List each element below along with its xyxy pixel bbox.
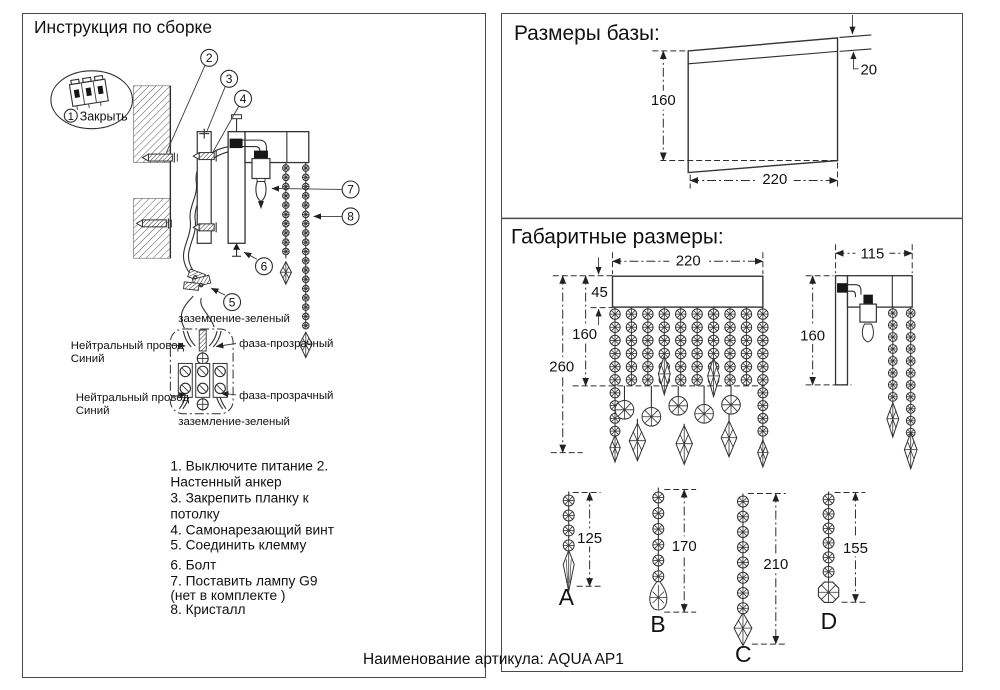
mounting-plate-drawing bbox=[193, 129, 216, 244]
step-line: 1. Выключите питание 2. bbox=[170, 458, 329, 474]
front-view-drawing bbox=[547, 251, 768, 467]
dim-strand-d: 155 bbox=[843, 539, 868, 557]
detail-close-label: Закрыть bbox=[79, 109, 128, 124]
svg-text:7: 7 bbox=[347, 182, 354, 197]
step-line: 5. Соединить клемму bbox=[170, 537, 307, 553]
svg-text:220: 220 bbox=[675, 252, 701, 270]
svg-text:4: 4 bbox=[239, 92, 247, 107]
svg-text:45: 45 bbox=[591, 284, 608, 302]
g9-bulb-icon bbox=[256, 181, 266, 201]
dim-strand-b: 170 bbox=[671, 537, 697, 555]
svg-text:20: 20 bbox=[860, 61, 878, 79]
svg-text:2: 2 bbox=[205, 51, 213, 66]
step-line: потолку bbox=[170, 506, 220, 522]
label-phase-bottom: фаза-прозрачный bbox=[239, 389, 334, 402]
label-phase-top: фаза-прозрачный bbox=[239, 337, 334, 350]
dim-front-base-height bbox=[553, 257, 613, 326]
bottom-bolt-icon bbox=[232, 243, 241, 256]
callout-4 bbox=[235, 90, 252, 107]
label-neutral-top-2: Синий bbox=[70, 352, 105, 365]
g9-bulb-icon bbox=[862, 324, 873, 342]
crystal-strands-drawing bbox=[280, 163, 312, 358]
dim-front-width bbox=[613, 251, 763, 274]
strand-c-label: C bbox=[734, 641, 752, 668]
svg-text:115: 115 bbox=[860, 245, 885, 263]
wall-anchor-icon bbox=[142, 153, 177, 163]
step-line: 7. Поставить лампу G9 bbox=[170, 573, 318, 589]
dim-strand-a: 125 bbox=[577, 529, 603, 547]
dim-side-depth bbox=[836, 244, 913, 273]
callout-1: 1 bbox=[67, 110, 74, 123]
step-line: 3. Закрепить планку к bbox=[170, 490, 309, 506]
svg-text:3: 3 bbox=[225, 72, 233, 87]
svg-text:6: 6 bbox=[260, 259, 268, 274]
callout-3 bbox=[221, 70, 238, 87]
step-line: 8. Кристалл bbox=[170, 602, 246, 618]
wall-drawing bbox=[134, 86, 178, 258]
dimensions-panel bbox=[501, 13, 963, 672]
article-name: Наименование артикула: AQUA AP1 bbox=[363, 651, 624, 668]
svg-text:160: 160 bbox=[572, 326, 598, 344]
strand-a-drawing bbox=[559, 492, 606, 611]
base-dimensions-title: Размеры базы: bbox=[513, 21, 660, 45]
terminal-cluster-drawing bbox=[184, 269, 211, 290]
svg-text:5: 5 bbox=[228, 295, 236, 310]
side-view-drawing bbox=[797, 244, 917, 469]
strand-d-label: D bbox=[820, 608, 838, 635]
svg-text:220: 220 bbox=[762, 170, 788, 188]
overall-dimensions-title: Габаритные размеры: bbox=[510, 225, 724, 249]
callout-5 bbox=[224, 294, 241, 311]
callout-2 bbox=[201, 49, 218, 66]
base-plate-drawing bbox=[646, 15, 877, 188]
ground-symbol-icon bbox=[197, 398, 208, 411]
assembly-title: Инструкция по сборке bbox=[33, 16, 213, 37]
assembly-panel bbox=[22, 13, 486, 678]
svg-text:260: 260 bbox=[549, 358, 575, 376]
dim-base-thickness bbox=[840, 15, 878, 78]
strand-b-label: B bbox=[650, 611, 666, 638]
wall-anchor-icon bbox=[137, 218, 172, 228]
circuit-breaker-icon bbox=[69, 75, 109, 110]
label-neutral-bottom-2: Синий bbox=[75, 404, 110, 417]
label-neutral-top: Нейтральный провод bbox=[70, 339, 185, 352]
dim-front-total-height bbox=[547, 276, 583, 453]
step-line: 6. Болт bbox=[170, 557, 217, 573]
svg-text:160: 160 bbox=[650, 92, 676, 110]
svg-text:8: 8 bbox=[347, 209, 354, 224]
label-ground-bottom: заземление-зеленый bbox=[178, 415, 290, 428]
strand-a-label: A bbox=[558, 584, 575, 611]
callout-7 bbox=[342, 181, 359, 198]
step-line: (нет в комплекте ) bbox=[170, 588, 286, 604]
step-line: 4. Самонарезающий винт bbox=[170, 522, 335, 538]
svg-text:160: 160 bbox=[800, 327, 826, 345]
callout-6 bbox=[255, 258, 272, 275]
dim-strand-c: 210 bbox=[763, 555, 789, 573]
steps-list bbox=[170, 459, 334, 618]
label-ground-top: заземление-зеленый bbox=[178, 313, 290, 326]
label-neutral-bottom: Нейтральный провод bbox=[75, 391, 190, 404]
top-screw-icon bbox=[232, 115, 242, 132]
breaker-detail bbox=[51, 71, 133, 129]
step-line: Настенный анкер bbox=[170, 474, 282, 490]
callout-8 bbox=[342, 208, 359, 225]
